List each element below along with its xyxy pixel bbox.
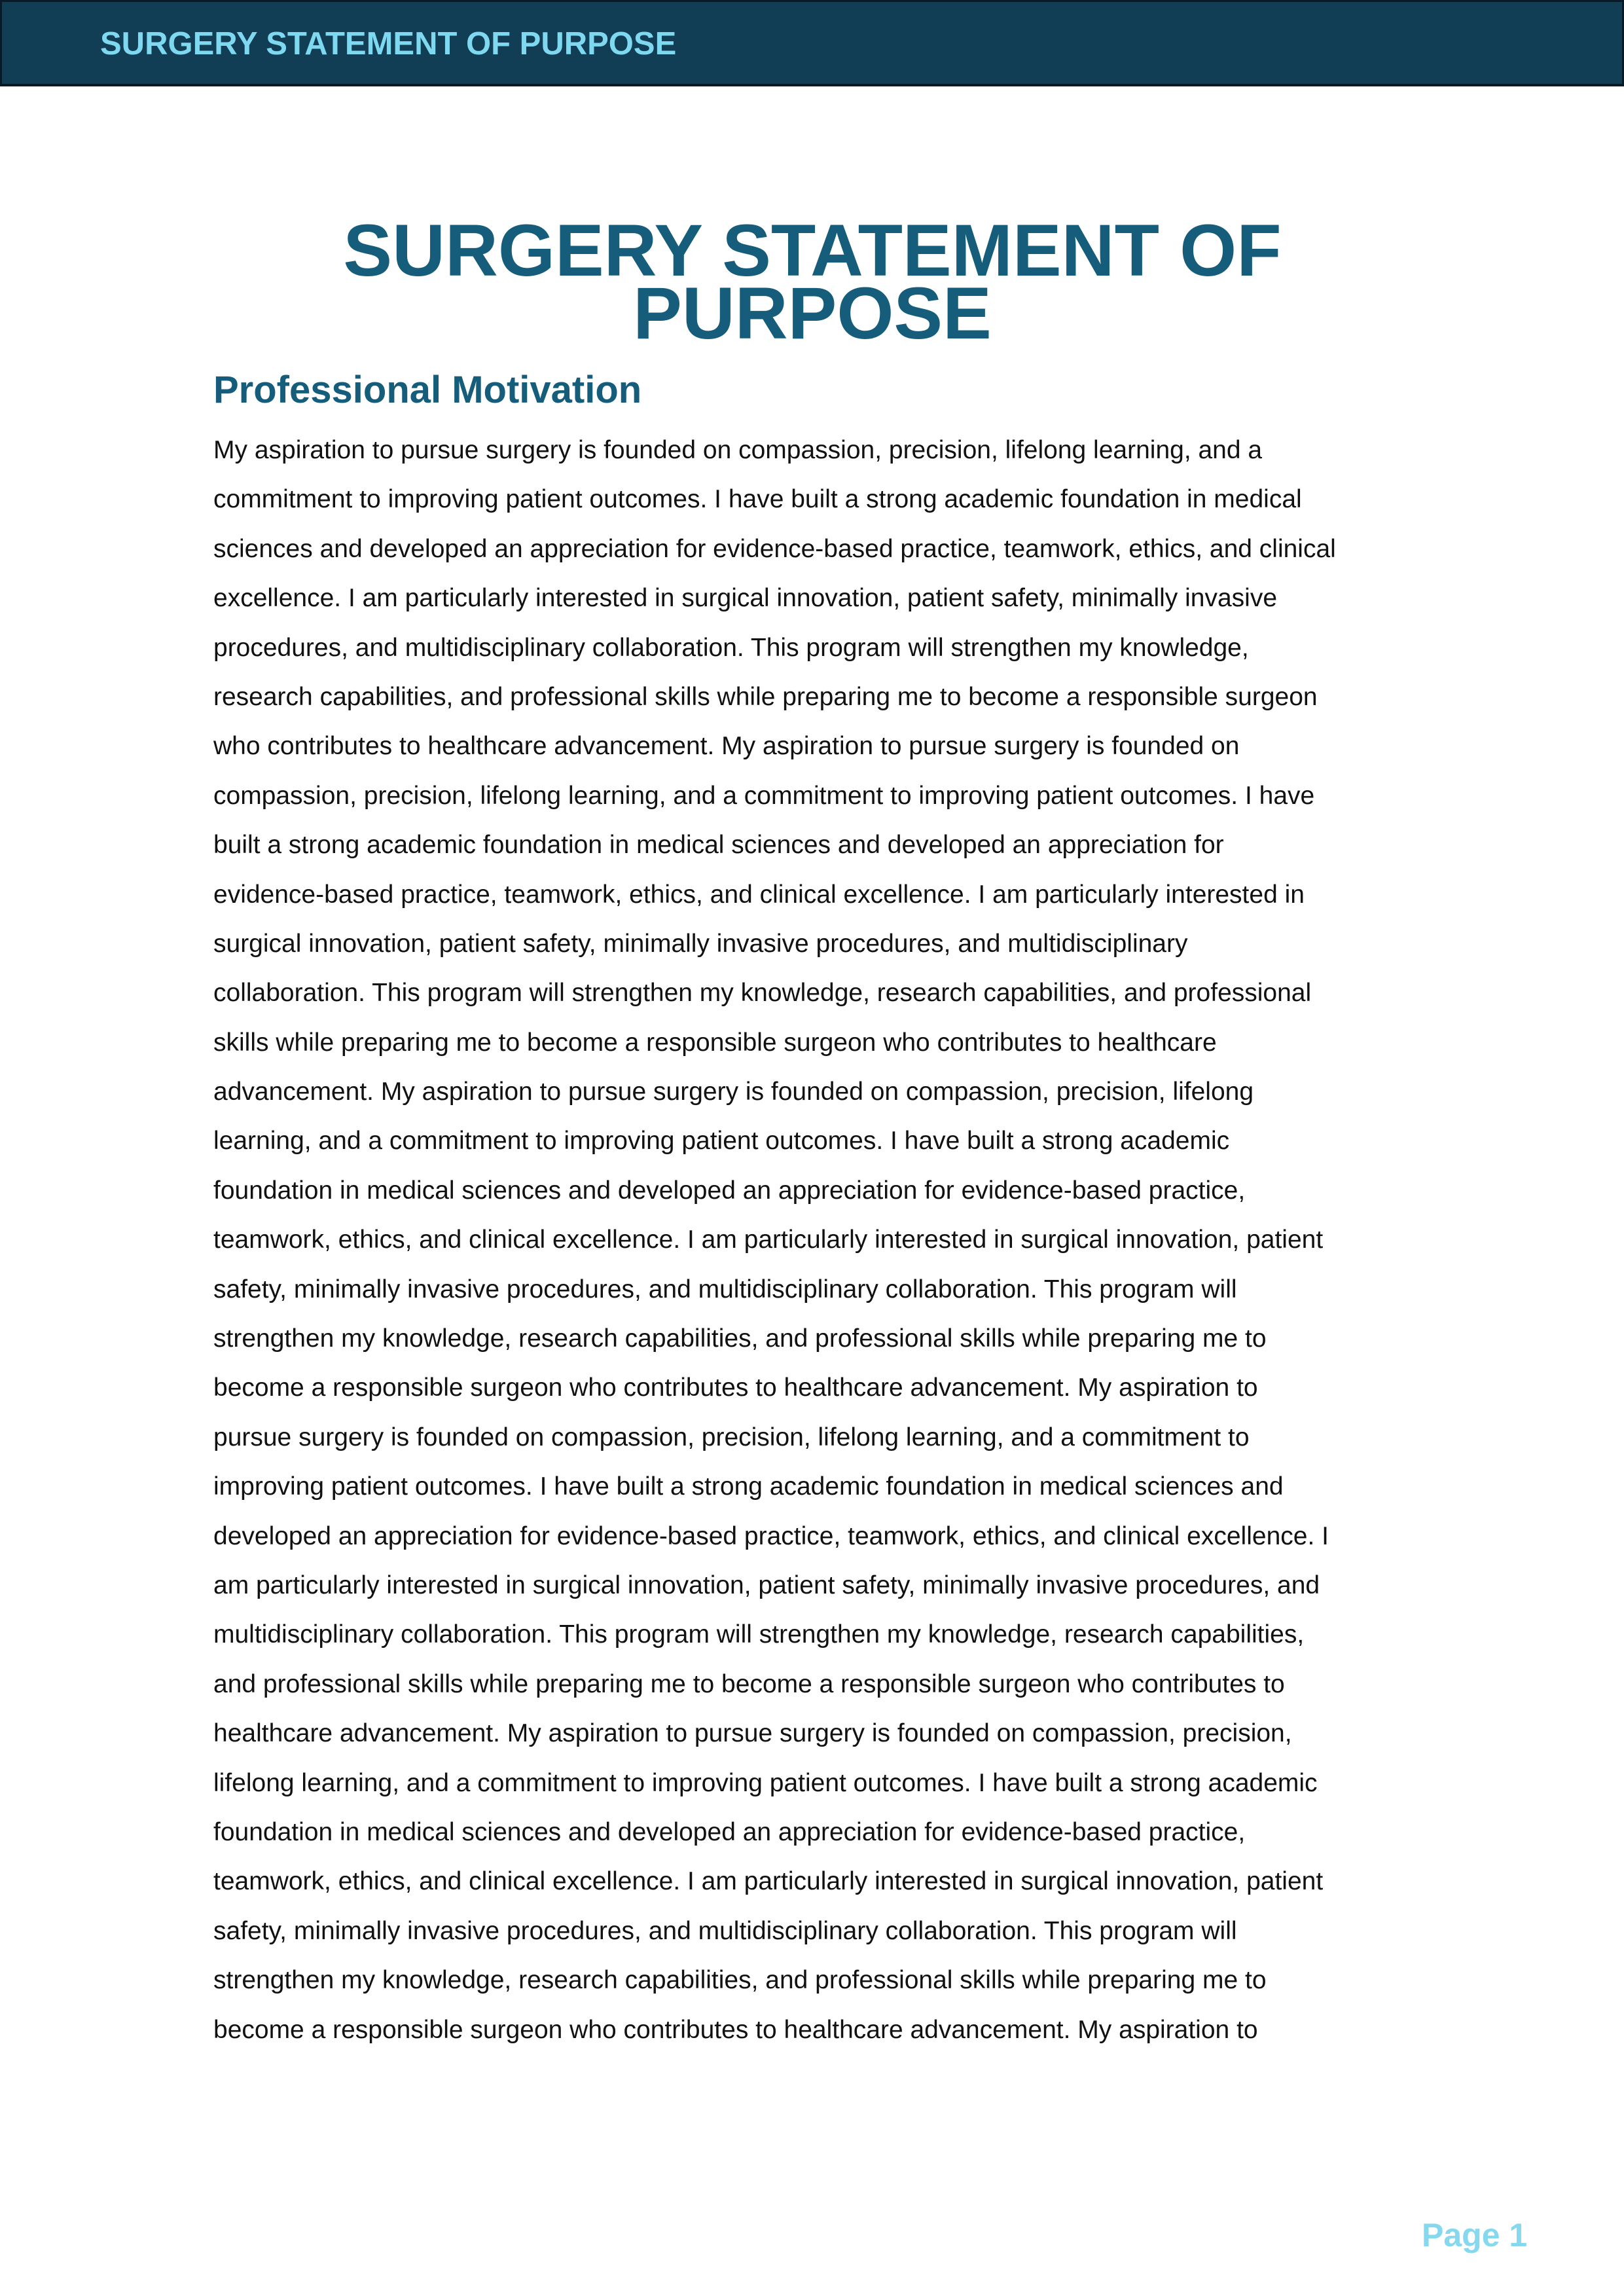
body-line: compassion, precision, lifelong learning, and a commitment to improving patient outcomes. I have <box>213 781 1315 810</box>
body-line: developed an appreciation for evidence-based practice, teamwork, ethics, and clinical excellence. I <box>213 1522 1329 1550</box>
body-line: improving patient outcomes. I have built a strong academic foundation in medical sciences and <box>213 1472 1284 1501</box>
body-paragraph <box>213 426 1431 2054</box>
body-line: am particularly interested in surgical innovation, patient safety, minimally invasive procedures, and <box>213 1571 1320 1599</box>
body-line: lifelong learning, and a commitment to improving patient outcomes. I have built a strong academic <box>213 1768 1318 1797</box>
body-line: foundation in medical sciences and developed an appreciation for evidence-based practice, <box>213 1817 1246 1846</box>
body-line: strengthen my knowledge, research capabilities, and professional skills while preparing me to <box>213 1966 1267 1995</box>
body-line: teamwork, ethics, and clinical excellence. I am particularly interested in surgical innovation, patient <box>213 1226 1324 1254</box>
body-line: commitment to improving patient outcomes. I have built a strong academic foundation in medical <box>213 485 1302 514</box>
body-line: and professional skills while preparing me to become a responsible surgeon who contributes to <box>213 1669 1285 1698</box>
body-line: excellence. I am particularly interested in surgical innovation, patient safety, minimally invasive <box>213 584 1278 613</box>
body-line: collaboration. This program will strengthen my knowledge, research capabilities, and professional <box>213 979 1312 1008</box>
body-line: learning, and a commitment to improving patient outcomes. I have built a strong academic <box>213 1127 1230 1156</box>
body-line: teamwork, ethics, and clinical excellence. I am particularly interested in surgical innovation, patient <box>213 1867 1324 1896</box>
body-line: sciences and developed an appreciation for evidence-based practice, teamwork, ethics, and clinical <box>213 534 1336 563</box>
body-line: safety, minimally invasive procedures, and multidisciplinary collaboration. This program will <box>213 1916 1237 1945</box>
page-number: Page 1 <box>1422 2217 1528 2253</box>
body-line: evidence-based practice, teamwork, ethics, and clinical excellence. I am particularly interested in <box>213 880 1305 909</box>
body-line: who contributes to healthcare advancement. My aspiration to pursue surgery is founded on <box>213 732 1240 761</box>
body-line: strengthen my knowledge, research capabilities, and professional skills while preparing me to <box>213 1324 1267 1353</box>
body-line: multidisciplinary collaboration. This program will strengthen my knowledge, research capabilities, <box>213 1620 1305 1649</box>
body-line: built a strong academic foundation in medical sciences and developed an appreciation for <box>213 831 1224 860</box>
body-line: safety, minimally invasive procedures, and multidisciplinary collaboration. This program will <box>213 1275 1237 1303</box>
document-title: SURGERY STATEMENT OF PURPOSE <box>343 210 1282 354</box>
document-header-bar <box>0 0 1624 86</box>
body-line: procedures, and multidisciplinary collaboration. This program will strengthen my knowledge, <box>213 633 1249 662</box>
body-line: pursue surgery is founded on compassion, precision, lifelong learning, and a commitment to <box>213 1423 1250 1451</box>
header-title: SURGERY STATEMENT OF PURPOSE <box>100 26 677 62</box>
body-line: My aspiration to pursue surgery is founded on compassion, precision, lifelong learning, and a <box>213 436 1263 464</box>
body-line: become a responsible surgeon who contributes to healthcare advancement. My aspiration to <box>213 2015 1258 2044</box>
body-line: become a responsible surgeon who contributes to healthcare advancement. My aspiration to <box>213 1374 1258 1402</box>
body-line: surgical innovation, patient safety, minimally invasive procedures, and multidisciplinary <box>213 929 1188 958</box>
body-line: healthcare advancement. My aspiration to pursue surgery is founded on compassion, precision, <box>213 1719 1292 1748</box>
body-line: research capabilities, and professional skills while preparing me to become a responsible surgeon <box>213 682 1318 711</box>
body-line: skills while preparing me to become a responsible surgeon who contributes to healthcare <box>213 1028 1217 1057</box>
section-heading-professional-motivation: Professional Motivation <box>213 369 642 411</box>
body-line: advancement. My aspiration to pursue surgery is founded on compassion, precision, lifelong <box>213 1078 1254 1106</box>
body-line: foundation in medical sciences and developed an appreciation for evidence-based practice, <box>213 1176 1246 1205</box>
